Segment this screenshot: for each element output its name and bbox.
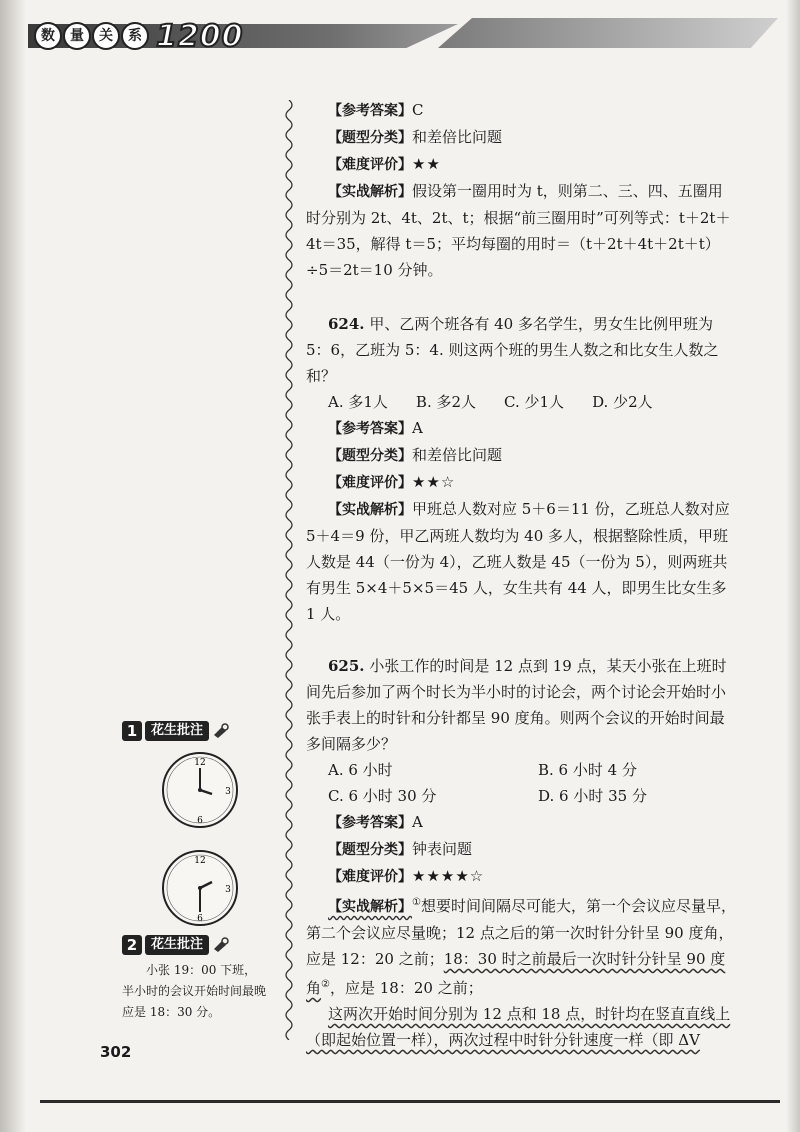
note-text: 小张 19：00 下班，半小时的会议开始时间最晚应是 18：30 分。: [122, 963, 267, 1019]
bottom-rule: [40, 1100, 780, 1103]
answer-line: 【参考答案】A: [328, 419, 423, 437]
option-b: B. 多2人: [415, 393, 477, 411]
annotated-text: 18：30 时之前最后一次时针分针呈 90 度角: [306, 950, 726, 997]
option-a: A. 6 小时: [328, 761, 393, 779]
clock-label-6: 6: [197, 816, 203, 826]
page-number: 302: [100, 1043, 132, 1061]
page-gutter-shadow: [0, 0, 26, 1132]
type-line: 【题型分类】和差倍比问题: [328, 128, 503, 146]
book-title: [34, 20, 244, 52]
analysis-paragraph: 【实战解析】①想要时间间隔尽可能大，第一个会议应尽量早，第二个会议应尽量晚；12 点之后的第一次时针分针呈 90 度角，应是 12：20 之前；18：30 时之前最后一次时针分针呈 90 度角②，应是 18：20 之前；: [306, 897, 736, 997]
title-char: 量: [63, 22, 91, 50]
option-c: C. 少1人: [504, 393, 565, 411]
question-625-options: [306, 757, 736, 809]
option-d: D. 少2人: [592, 393, 653, 411]
option-a: A. 多1人: [328, 393, 388, 411]
wavy-divider: [282, 100, 296, 1040]
difficulty-line: 【难度评价】★★★★☆: [328, 867, 485, 885]
header-wedge: [438, 18, 778, 48]
note-title: 花生批注: [145, 935, 209, 955]
type-line: 【题型分类】和差倍比问题: [328, 446, 503, 464]
main-column: [306, 97, 736, 1053]
option-c: C. 6 小时 30 分: [328, 787, 437, 805]
analysis-paragraph: 【实战解析】甲班总人数对应 5＋6＝11 份，乙班总人数对应 5＋4＝9 份，甲乙两班人数均为 40 多人，根据整除性质，甲班人数是 44（一份为 4），乙班人数是 45（一份为 5），则两班共有男生 5×4＋5×5＝45 人，女生共有 44 人，即男生比女生多 1 人。: [306, 500, 730, 623]
option-d: D. 6 小时 35 分: [538, 787, 647, 805]
question-625-stem: 625. 小张工作的时间是 12 点到 19 点，某天小张在上班时间先后参加了两个时长为半小时的讨论会，两个讨论会开始时小张手表上的时针和分针都呈 90 度角。则两个会议的开始时间最多间隔多少？: [306, 657, 727, 753]
title-char: 系: [121, 22, 149, 50]
sidebar-notes: [122, 720, 282, 1023]
title-char: 关: [92, 22, 120, 50]
note-header: [122, 934, 282, 956]
clock-label-3: 3: [225, 787, 231, 797]
page-edge-shadow: [786, 0, 800, 1132]
annotated-text: 这两次开始时间分别为 12 点和 18 点，时针均在竖直直线上（即起始位置一样），两次过程中时针分针速度一样（即 ΔV: [306, 1005, 731, 1049]
analysis-paragraph: 【实战解析】假设第一圈用时为 t，则第二、三、四、五圈用时分别为 2t、4t、2t、t；根据“前三圈用时”可列等式：t＋2t＋4t＝35，解得 t＝5；平均每圈的用时＝（t＋2t＋4t＋2t＋t）÷5＝2t＝10 分钟。: [306, 182, 731, 279]
clock-label-12: 12: [194, 856, 206, 866]
clock-label-3: 3: [225, 885, 231, 895]
option-b: B. 6 小时 4 分: [538, 761, 637, 779]
difficulty-line: 【难度评价】★★: [328, 155, 441, 173]
answer-line: 【参考答案】C: [328, 101, 424, 119]
type-line: 【题型分类】钟表问题: [328, 840, 473, 858]
answer-line: 【参考答案】A: [328, 813, 423, 831]
title-number: 1200: [156, 18, 244, 54]
clock-face-2: [160, 848, 240, 928]
note-number: 1: [122, 721, 142, 741]
clock-label-6: 6: [197, 914, 203, 924]
analysis-paragraph: [306, 1001, 736, 1053]
note-header: [122, 720, 282, 742]
clock-label-12: 12: [194, 758, 206, 768]
question-624-stem: 624. 甲、乙两个班各有 40 多名学生，男女生比例甲班为 5：6，乙班为 5：4. 则这两个班的男生人数之和比女生人数之和？: [306, 315, 719, 385]
peanut-icon: [212, 723, 230, 739]
running-header: [28, 12, 788, 54]
clock-face-1: [160, 750, 240, 830]
peanut-icon: [212, 937, 230, 953]
question-624-options: [306, 389, 736, 415]
note-title: 花生批注: [145, 721, 209, 741]
note-number: 2: [122, 935, 142, 955]
title-char: 数: [34, 22, 62, 50]
difficulty-line: 【难度评价】★★☆: [328, 473, 456, 491]
